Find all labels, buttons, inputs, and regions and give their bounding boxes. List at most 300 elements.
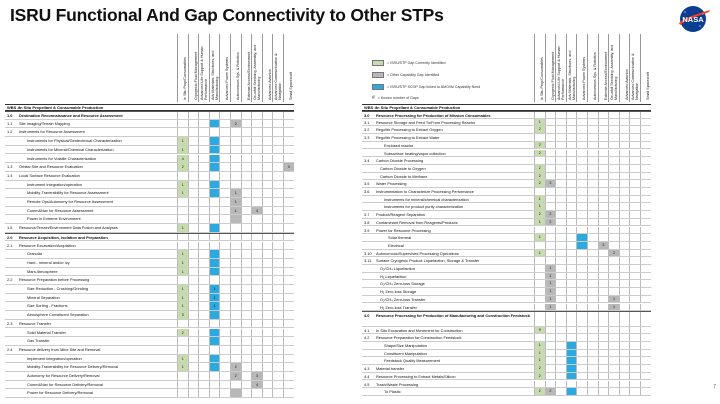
table-row <box>362 311 651 326</box>
matrix-cell <box>262 355 273 363</box>
matrix-cell <box>272 242 283 250</box>
matrix-cell <box>198 112 209 119</box>
matrix-cell <box>251 128 262 136</box>
matrix-cell: 2 <box>534 180 545 187</box>
matrix-cell <box>555 365 566 372</box>
matrix-cell <box>598 296 609 303</box>
matrix-cell <box>629 165 640 172</box>
matrix-cell <box>262 250 273 258</box>
matrix-cell <box>566 196 577 203</box>
wbs-number: 4.4 <box>364 373 370 379</box>
matrix-cell <box>198 224 209 232</box>
matrix-cell <box>251 189 262 197</box>
matrix-cell <box>545 250 556 257</box>
matrix-cell <box>534 296 545 303</box>
matrix-cell <box>230 250 241 258</box>
matrix-cell <box>283 329 294 337</box>
matrix-cell <box>566 173 577 180</box>
matrix-cell <box>545 357 556 364</box>
matrix-cell <box>640 126 651 133</box>
matrix-cell <box>251 302 262 310</box>
name-header: In Situ Propellant & Consumable Production <box>376 105 461 110</box>
matrix-cell <box>640 342 651 349</box>
matrix-cell <box>219 163 230 171</box>
matrix-cell <box>587 296 598 303</box>
matrix-cell <box>272 181 283 189</box>
matrix-cell <box>598 365 609 372</box>
table-row <box>362 388 651 396</box>
matrix-cell: 1 <box>534 350 545 357</box>
matrix-cell <box>566 150 577 157</box>
matrix-cell <box>576 350 587 357</box>
table-row <box>5 363 294 372</box>
matrix-cell <box>230 259 241 267</box>
right-table-panel <box>362 34 710 402</box>
row-label: Comm&Nav for Resource Assessment <box>27 207 94 213</box>
matrix-cell <box>629 312 640 325</box>
matrix-cell <box>640 234 651 241</box>
matrix-cell <box>629 265 640 272</box>
matrix-cell <box>283 276 294 284</box>
matrix-cell <box>241 250 252 258</box>
matrix-cell: 1 <box>534 219 545 226</box>
matrix-cell <box>640 350 651 357</box>
matrix-cell <box>598 234 609 241</box>
table-row <box>362 242 651 250</box>
matrix-cell <box>230 337 241 345</box>
matrix-cell <box>198 372 209 380</box>
wbs-number: 4.5 <box>364 381 370 387</box>
column-header <box>640 34 652 102</box>
matrix-cell <box>587 211 598 218</box>
matrix-cell <box>629 119 640 126</box>
matrix-cell <box>251 215 262 223</box>
matrix-cell: 1 <box>534 203 545 210</box>
matrix-cell <box>272 346 283 354</box>
matrix-cell <box>251 242 262 250</box>
matrix-cell <box>272 311 283 319</box>
matrix-cell <box>587 365 598 372</box>
row-label: Resource/Terrain/Environment Data Fusion and Analyses <box>19 225 118 231</box>
matrix-cell: 1 <box>177 224 188 232</box>
matrix-cell <box>534 242 545 249</box>
matrix-cell <box>629 342 640 349</box>
matrix-cell <box>576 150 587 157</box>
matrix-cell: 1 <box>230 207 241 215</box>
matrix-cell <box>608 112 619 118</box>
matrix-cell <box>619 273 630 280</box>
matrix-cell <box>241 128 252 136</box>
matrix-cell <box>587 112 598 118</box>
table-row <box>362 126 651 134</box>
matrix-cell <box>198 346 209 354</box>
matrix-cell <box>629 334 640 341</box>
row-label: Autonomous/Supervised Processing Operations <box>376 250 459 256</box>
matrix-cell <box>576 388 587 395</box>
matrix-cell: 1 <box>177 285 188 293</box>
matrix-cell <box>219 172 230 180</box>
matrix-cell <box>608 165 619 172</box>
matrix-cell <box>188 276 199 284</box>
column-header-label: Adv Materials, Structures, and Manufacturing <box>210 50 219 100</box>
matrix-cell <box>555 304 566 311</box>
row-label: Mars Atmosphere <box>27 268 58 274</box>
matrix-cell <box>608 150 619 157</box>
row-label: Shape/Size Manipulation <box>384 343 428 348</box>
matrix-cell <box>576 119 587 126</box>
matrix-cell <box>219 137 230 145</box>
matrix-cell <box>545 165 556 172</box>
left-table-panel <box>5 34 357 402</box>
legend-label: = Known number of Gaps <box>377 96 419 100</box>
matrix-cell <box>619 265 630 272</box>
row-label: Size Reduction - Crushing/Grinding <box>27 286 88 291</box>
matrix-cell: 2 <box>545 211 556 218</box>
column-header-label: Adv Materials, Structures, and Manufacturing <box>567 50 576 100</box>
matrix-cell <box>555 112 566 118</box>
matrix-cell <box>230 355 241 363</box>
matrix-cell <box>283 346 294 354</box>
matrix-cell <box>629 180 640 187</box>
matrix-cell <box>209 112 220 119</box>
matrix-cell <box>555 180 566 187</box>
matrix-cell <box>219 355 230 363</box>
matrix-cell: 2 <box>534 365 545 372</box>
matrix-cell <box>598 157 609 164</box>
legend-label: = ISRU/STP Gap Currently Identified <box>387 61 446 65</box>
matrix-cell <box>555 188 566 195</box>
legend-item <box>372 60 446 66</box>
table-row <box>362 250 651 258</box>
matrix-cell <box>598 265 609 272</box>
matrix-cell <box>576 134 587 141</box>
matrix-cell <box>598 304 609 311</box>
matrix-cell <box>283 215 294 223</box>
matrix-cell <box>619 112 630 118</box>
matrix-cell <box>241 112 252 119</box>
row-label: Electrical <box>388 242 404 248</box>
matrix-cell <box>598 126 609 133</box>
matrix-cell <box>619 388 630 395</box>
matrix-cell <box>283 155 294 163</box>
matrix-cell <box>598 112 609 118</box>
matrix-cell <box>283 285 294 293</box>
table-row <box>362 357 651 365</box>
matrix-cell <box>241 163 252 171</box>
matrix-cell <box>198 259 209 267</box>
column-header-label: Autonomous Sys. & Robotics <box>236 52 240 100</box>
matrix-cell <box>262 112 273 119</box>
matrix-cell <box>598 334 609 341</box>
wbs-number: 3.0 <box>364 113 370 118</box>
matrix-cell <box>608 203 619 210</box>
table-row <box>362 196 651 204</box>
matrix-cell <box>188 189 199 197</box>
matrix-cell <box>241 381 252 389</box>
matrix-cell <box>177 320 188 328</box>
wbs-number: 4.0 <box>364 313 370 319</box>
matrix-cell <box>619 157 630 164</box>
matrix-cell <box>188 294 199 302</box>
matrix-cell <box>545 242 556 249</box>
matrix-cell <box>587 150 598 157</box>
matrix-cell <box>283 268 294 276</box>
column-header-label: Extreme Access/Environment <box>603 51 608 100</box>
matrix-cell <box>283 224 294 232</box>
matrix-cell <box>209 137 220 145</box>
matrix-cell <box>188 146 199 154</box>
matrix-cell <box>598 134 609 141</box>
matrix-cell <box>587 334 598 341</box>
table-row <box>5 128 294 137</box>
matrix-cell <box>262 381 273 389</box>
matrix-cell <box>177 337 188 345</box>
matrix-cell <box>566 211 577 218</box>
row-label: Instruments for Mineral/Chemical Characterization <box>27 146 114 152</box>
matrix-cell <box>587 288 598 295</box>
matrix-cell <box>188 120 199 128</box>
matrix-cell <box>188 285 199 293</box>
nasa-logo-text: NASA <box>682 15 704 24</box>
matrix-cell: 2 <box>545 219 556 226</box>
matrix-cell <box>241 259 252 267</box>
table-row <box>362 334 651 342</box>
matrix-cell <box>598 257 609 264</box>
matrix-cell <box>619 357 630 364</box>
matrix-cell <box>241 207 252 215</box>
matrix-cell <box>576 126 587 133</box>
row-label: Carbon Dioxide to Methane <box>380 173 428 179</box>
matrix-cell <box>566 112 577 118</box>
row-label: Power for Resource Delivery/Removal <box>27 390 93 396</box>
row-label: O₂/CH₄ Liquefaction <box>380 266 415 271</box>
matrix-cell <box>219 120 230 128</box>
matrix-cell <box>566 134 577 141</box>
matrix-cell <box>566 304 577 311</box>
table-row <box>362 327 651 335</box>
matrix-cell <box>545 257 556 264</box>
matrix-cell <box>188 198 199 206</box>
matrix-cell <box>241 189 252 197</box>
matrix-cell <box>262 224 273 232</box>
matrix-cell <box>587 126 598 133</box>
table-row <box>5 224 294 233</box>
matrix-cell <box>598 227 609 234</box>
matrix-cell <box>241 294 252 302</box>
table-row <box>362 257 651 265</box>
matrix-cell <box>619 227 630 234</box>
matrix-cell: 1 <box>545 265 556 272</box>
matrix-cell <box>587 134 598 141</box>
matrix-cell <box>576 342 587 349</box>
column-header-label: Extreme Access/Environment <box>246 51 251 100</box>
wbs-number: 2.3 <box>7 320 13 326</box>
matrix-cell <box>555 227 566 234</box>
matrix-cell <box>272 389 283 397</box>
matrix-cell <box>283 207 294 215</box>
matrix-cell <box>198 302 209 310</box>
matrix-cell <box>534 288 545 295</box>
matrix-cell: 2 <box>608 250 619 257</box>
wbs-number: 3.5 <box>364 181 370 187</box>
matrix-cell <box>629 142 640 149</box>
matrix-cell <box>188 389 199 397</box>
matrix-cell <box>576 219 587 226</box>
column-header-label: On-orbit Servicing, Assembly, and Manufacturing <box>253 44 262 100</box>
matrix-cell <box>272 112 283 119</box>
matrix-cell <box>534 112 545 118</box>
matrix-cell: 1 <box>177 259 188 267</box>
matrix-cell <box>188 250 199 258</box>
row-label: Regolith Processing to Extract Water <box>376 135 440 141</box>
row-label: Subsurface heating/vapor collection <box>384 150 446 156</box>
matrix-cell <box>545 119 556 126</box>
matrix-cell <box>555 312 566 325</box>
matrix-cell <box>209 146 220 154</box>
wbs-header: WBS # <box>364 105 377 110</box>
matrix-cell <box>188 163 199 171</box>
matrix-cell <box>209 155 220 163</box>
matrix-cell <box>209 337 220 345</box>
matrix-cell <box>241 155 252 163</box>
row-label: Instruments for Resource Assessment <box>19 129 85 135</box>
row-label: Instruments for Physical/Geotechnical Characterization <box>27 138 122 144</box>
legend-swatch <box>372 72 384 78</box>
matrix-cell <box>566 273 577 280</box>
matrix-cell <box>576 327 587 334</box>
matrix-cell <box>545 150 556 157</box>
matrix-cell <box>619 250 630 257</box>
matrix-cell <box>230 311 241 319</box>
matrix-cell <box>587 227 598 234</box>
matrix-cell <box>230 146 241 154</box>
matrix-cell <box>219 155 230 163</box>
matrix-cell: 1 <box>545 304 556 311</box>
table-row <box>362 119 651 127</box>
matrix-cell: 2 <box>230 363 241 371</box>
matrix-cell <box>188 215 199 223</box>
table-header-row <box>5 104 294 111</box>
wbs-number: 1.2 <box>7 129 13 135</box>
matrix-cell <box>272 250 283 258</box>
matrix-cell <box>566 203 577 210</box>
matrix-cell <box>283 112 294 119</box>
matrix-cell <box>640 257 651 264</box>
matrix-cell <box>566 381 577 388</box>
matrix-cell <box>219 389 230 397</box>
row-label: Atmosphere Constituent Separation <box>27 312 89 318</box>
matrix-cell <box>566 296 577 303</box>
matrix-cell <box>198 146 209 154</box>
row-label: Resource Processing to Extract Metals/Silicon <box>376 373 456 379</box>
matrix-cell <box>272 198 283 206</box>
row-label: Resource Acquisition, Isolation and Preparation <box>19 234 108 240</box>
matrix-cell <box>198 363 209 371</box>
matrix-cell: 2 <box>534 126 545 133</box>
matrix-cell <box>566 373 577 380</box>
matrix-cell <box>272 372 283 380</box>
matrix-cell <box>629 304 640 311</box>
matrix-cell <box>555 234 566 241</box>
matrix-cell <box>587 357 598 364</box>
legend-item <box>372 95 419 101</box>
matrix-cell <box>619 219 630 226</box>
matrix-cell <box>587 280 598 287</box>
matrix-cell <box>640 165 651 172</box>
matrix-cell <box>177 234 188 241</box>
matrix-cell <box>188 329 199 337</box>
matrix-cell <box>608 342 619 349</box>
matrix-cell <box>209 215 220 223</box>
matrix-cell <box>219 112 230 119</box>
legend-label: = Other Capability Gap Identified <box>387 73 440 77</box>
table-row <box>5 346 294 355</box>
table-row <box>5 155 294 164</box>
table-row <box>5 111 294 120</box>
matrix-cell <box>230 242 241 250</box>
matrix-cell <box>576 211 587 218</box>
matrix-cell <box>177 207 188 215</box>
matrix-cell <box>629 219 640 226</box>
matrix-cell <box>608 312 619 325</box>
matrix-cell: 2 <box>534 165 545 172</box>
matrix-cell <box>272 128 283 136</box>
table-row <box>5 198 294 207</box>
table-row <box>5 189 294 198</box>
matrix-cell <box>566 126 577 133</box>
matrix-cell <box>576 112 587 118</box>
matrix-cell <box>219 346 230 354</box>
matrix-cell <box>534 381 545 388</box>
matrix-cell <box>283 137 294 145</box>
matrix-cell <box>566 119 577 126</box>
matrix-cell <box>272 207 283 215</box>
matrix-cell <box>598 119 609 126</box>
matrix-cell <box>219 363 230 371</box>
matrix-cell <box>230 234 241 241</box>
matrix-cell <box>262 259 273 267</box>
matrix-cell: 1 <box>177 189 188 197</box>
matrix-cell <box>640 150 651 157</box>
matrix-cell <box>209 224 220 232</box>
matrix-cell <box>545 134 556 141</box>
table-row <box>5 311 294 320</box>
matrix-cell <box>576 280 587 287</box>
matrix-cell <box>566 250 577 257</box>
matrix-cell <box>566 365 577 372</box>
table-row <box>362 350 651 358</box>
matrix-cell <box>241 215 252 223</box>
matrix-cell <box>566 280 577 287</box>
table-row <box>362 342 651 350</box>
matrix-cell <box>598 150 609 157</box>
matrix-cell: 2 <box>534 142 545 149</box>
matrix-cell <box>283 172 294 180</box>
matrix-cell <box>230 294 241 302</box>
matrix-cell <box>598 373 609 380</box>
matrix-cell: 1 <box>545 296 556 303</box>
matrix-cell <box>555 219 566 226</box>
matrix-cell <box>219 294 230 302</box>
matrix-cell <box>619 327 630 334</box>
matrix-cell <box>576 196 587 203</box>
matrix-cell <box>545 142 556 149</box>
matrix-cell <box>272 120 283 128</box>
matrix-cell <box>576 304 587 311</box>
matrix-cell <box>219 302 230 310</box>
row-label: Remote Ops/Autonomy for Resource Assessment <box>27 199 113 204</box>
matrix-cell <box>177 120 188 128</box>
